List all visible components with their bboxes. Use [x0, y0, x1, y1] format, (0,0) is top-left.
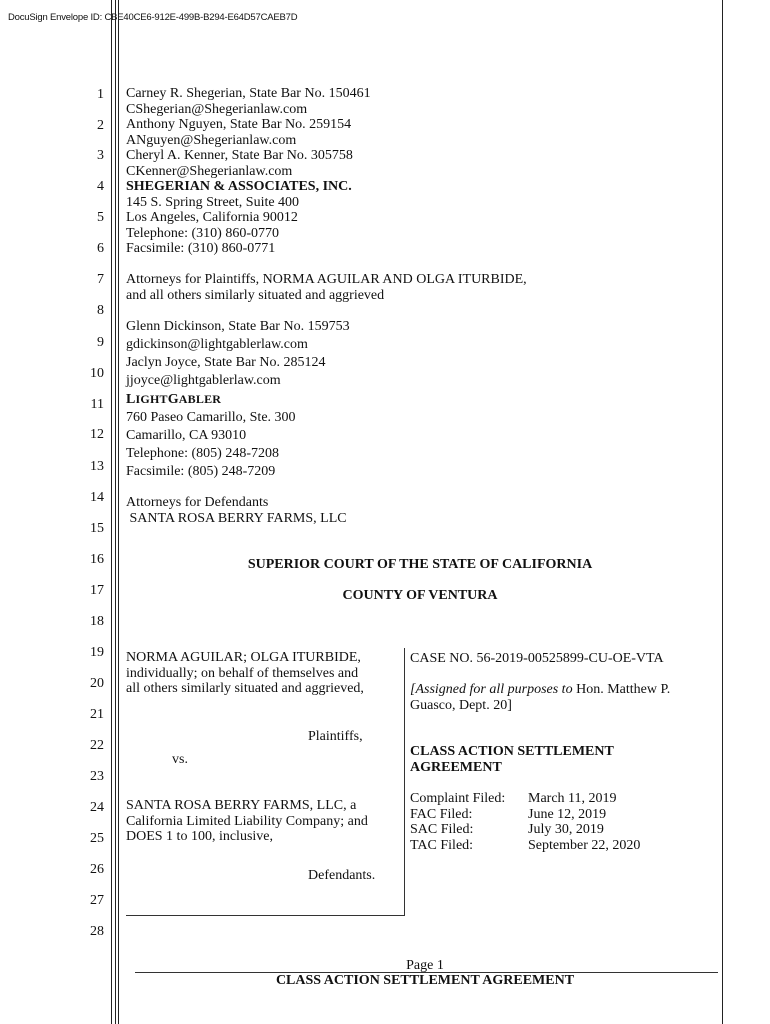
- filing-row: SAC Filed: July 30, 2019: [410, 822, 604, 837]
- defense-counsel-block: [126, 318, 350, 481]
- line-number: 14: [90, 490, 104, 505]
- plaintiff-name-line: all others similarly situated and aggrieved,: [126, 681, 364, 696]
- docusign-envelope-id: DocuSign Envelope ID: CBE40CE6-912E-499B-B294-E64D57CAEB7D: [8, 12, 298, 23]
- plaintiff-attorneys-for: [126, 272, 527, 303]
- line-number: 8: [97, 303, 104, 318]
- line-number: 13: [90, 459, 104, 474]
- left-margin-rule: [111, 0, 112, 1024]
- line-number: 5: [97, 210, 104, 225]
- left-margin-rule: [115, 0, 116, 1024]
- footer-title: CLASS ACTION SETTLEMENT AGREEMENT: [275, 973, 575, 988]
- defense-attorneys-for: [126, 495, 347, 526]
- filing-row: TAC Filed: September 22, 2020: [410, 837, 641, 853]
- address-line: Los Angeles, California 90012: [126, 210, 298, 225]
- line-number: 28: [90, 924, 104, 939]
- filing-row: FAC Filed: June 12, 2019: [410, 806, 607, 822]
- defendant-name-line: DOES 1 to 100, inclusive,: [126, 829, 273, 844]
- address-line: Telephone: (805) 248-7208: [126, 446, 279, 461]
- address-line: 145 S. Spring Street, Suite 400: [126, 194, 300, 210]
- counsel-line: Glenn Dickinson, State Bar No. 159753: [126, 319, 350, 334]
- line-number: 9: [97, 335, 104, 350]
- attorneys-for-line: SANTA ROSA BERRY FARMS, LLC: [126, 510, 347, 526]
- address-line: Camarillo, CA 93010: [126, 428, 247, 443]
- line-number: 15: [90, 521, 104, 536]
- line-number: 21: [90, 707, 104, 722]
- line-number: 18: [90, 614, 104, 629]
- counsel-line: Jaclyn Joyce, State Bar No. 285124: [126, 355, 326, 370]
- line-number: 2: [97, 118, 104, 133]
- line-number: 22: [90, 738, 104, 753]
- filing-dates: [410, 791, 640, 853]
- counsel-line: jjoyce@lightgablerlaw.com: [126, 373, 281, 388]
- plaintiff-name-line: NORMA AGUILAR; OLGA ITURBIDE,: [126, 650, 361, 665]
- line-number: 20: [90, 676, 104, 691]
- plaintiffs-label: Plaintiffs,: [308, 729, 363, 744]
- line-number: 7: [97, 272, 104, 287]
- line-number: 27: [90, 893, 104, 908]
- counsel-line: CShegerian@Shegerianlaw.com: [126, 101, 308, 117]
- line-number: 19: [90, 645, 104, 660]
- attorneys-for-line: and all others similarly situated and aggrieved: [126, 287, 385, 303]
- line-number: 26: [90, 862, 104, 877]
- caption-underline: [126, 915, 404, 916]
- address-line: Telephone: (310) 860-0770: [126, 225, 279, 241]
- case-number: CASE NO. 56-2019-00525899-CU-OE-VTA: [410, 651, 664, 666]
- line-number: 12: [90, 427, 104, 442]
- line-number: 25: [90, 831, 104, 846]
- caption-defendants: [126, 798, 368, 845]
- filing-row: Complaint Filed: March 11, 2019: [410, 791, 617, 806]
- line-number: 24: [90, 800, 104, 815]
- counsel-line: Cheryl A. Kenner, State Bar No. 305758: [126, 148, 353, 163]
- court-name: SUPERIOR COURT OF THE STATE OF CALIFORNIA: [247, 557, 593, 572]
- counsel-line: gdickinson@lightgablerlaw.com: [126, 337, 308, 352]
- line-number: 17: [90, 583, 104, 598]
- line-number: 23: [90, 769, 104, 784]
- address-line: Facsimile: (310) 860-0771: [126, 241, 276, 256]
- counsel-line: Carney R. Shegerian, State Bar No. 150461: [126, 86, 371, 101]
- defendant-name-line: California Limited Liability Company; and: [126, 813, 368, 829]
- plaintiff-firm-name: SHEGERIAN & ASSOCIATES, INC.: [126, 179, 352, 194]
- assignment-note: [Assigned for all purposes to Hon. Matthew P. Guasco, Dept. 20]: [410, 682, 671, 713]
- plaintiff-counsel-block: [126, 86, 371, 257]
- right-margin-rule: [722, 0, 723, 1024]
- address-line: Facsimile: (805) 248-7209: [126, 464, 276, 479]
- caption-divider: [404, 648, 405, 916]
- line-number: 3: [97, 148, 104, 163]
- line-number: 6: [97, 241, 104, 256]
- versus-label: vs.: [172, 752, 188, 767]
- defendant-name-line: SANTA ROSA BERRY FARMS, LLC, a: [126, 798, 357, 813]
- counsel-line: CKenner@Shegerianlaw.com: [126, 163, 293, 179]
- line-number: 11: [90, 397, 104, 412]
- caption-plaintiffs: [126, 650, 364, 697]
- plaintiff-name-line: individually; on behalf of themselves and: [126, 665, 359, 681]
- left-margin-rule: [118, 0, 119, 1024]
- defense-firm-name: LIGHTGABLER: [126, 392, 222, 407]
- attorneys-for-line: Attorneys for Plaintiffs, NORMA AGUILAR AND OLGA ITURBIDE,: [126, 272, 527, 287]
- line-number: 4: [97, 179, 104, 194]
- line-number: 1: [97, 87, 104, 102]
- counsel-line: ANguyen@Shegerianlaw.com: [126, 132, 297, 148]
- defendants-label: Defendants.: [308, 868, 376, 883]
- page-number: Page 1: [406, 958, 444, 973]
- address-line: 760 Paseo Camarillo, Ste. 300: [126, 410, 296, 425]
- line-number: 10: [90, 366, 104, 381]
- counsel-line: Anthony Nguyen, State Bar No. 259154: [126, 117, 352, 132]
- attorneys-for-line: Attorneys for Defendants: [126, 495, 269, 510]
- document-title: CLASS ACTION SETTLEMENT AGREEMENT: [410, 744, 614, 775]
- line-number: 16: [90, 552, 104, 567]
- county-name: COUNTY OF VENTURA: [342, 588, 498, 603]
